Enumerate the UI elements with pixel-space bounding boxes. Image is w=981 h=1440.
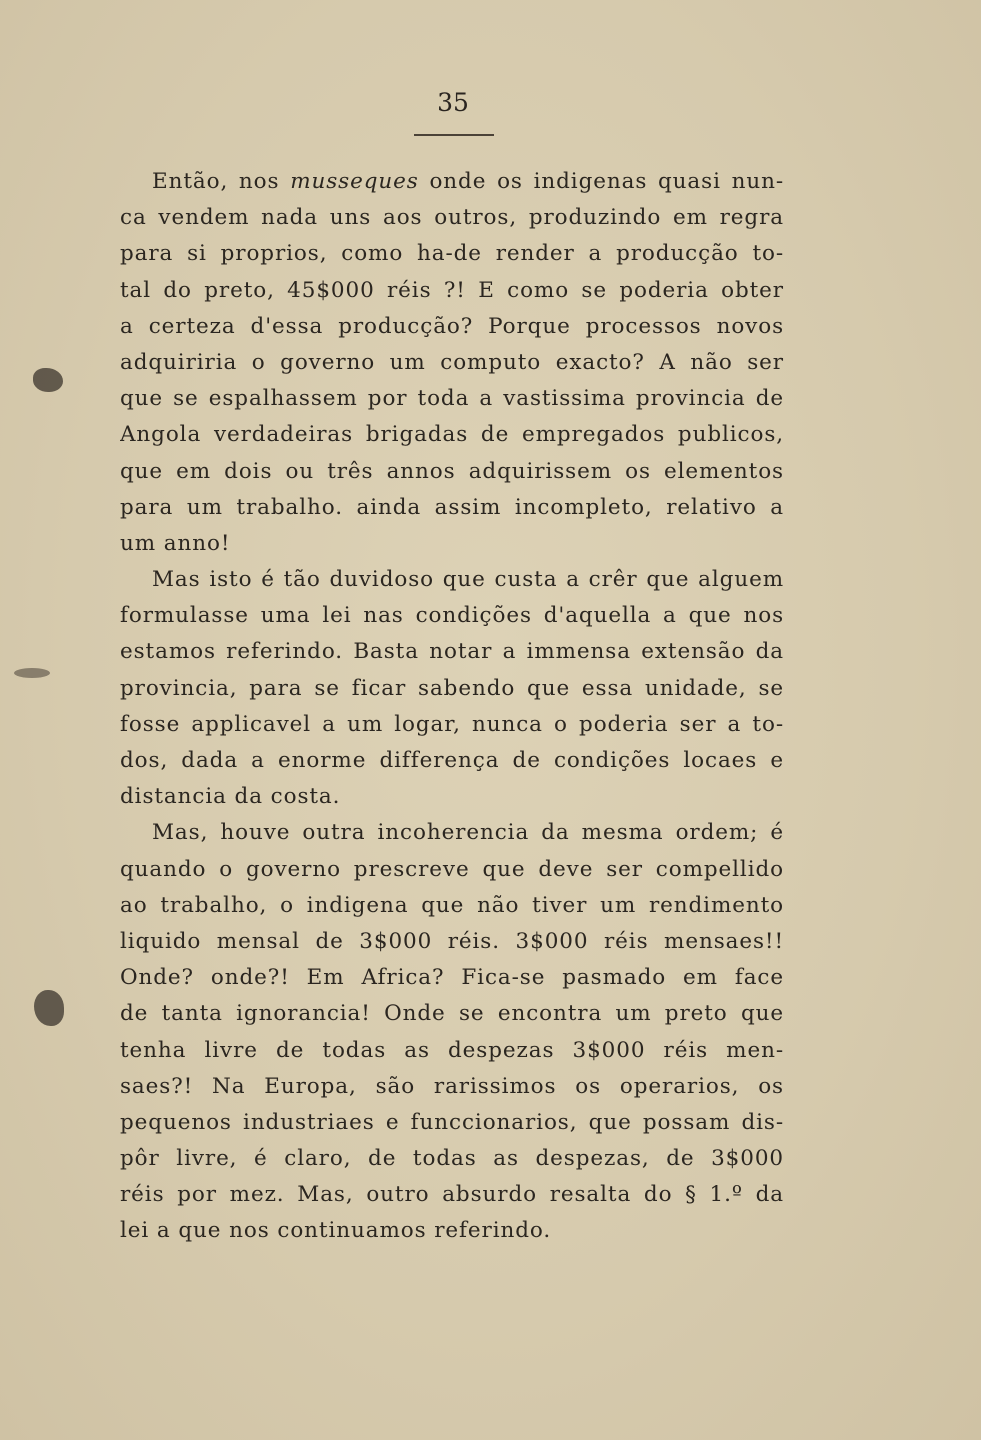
text-line: ca vendem nada uns aos outros, produzindo em regra xyxy=(120,205,784,231)
page-number: 35 xyxy=(437,88,469,117)
text-line: Mas, houve outra incoherencia da mesma ordem; é xyxy=(152,820,784,846)
text-line: réis por mez. Mas, outro absurdo resalta do § 1.º da xyxy=(120,1182,784,1208)
text-line: saes?! Na Europa, são rarissimos os operarios, os xyxy=(120,1073,784,1099)
ink-stain xyxy=(14,668,50,678)
body-text xyxy=(120,164,784,1250)
text-line: tal do preto, 45$000 réis ?! E como se poderia obter xyxy=(120,277,784,303)
text-line: lei a que nos continuamos referindo. xyxy=(120,1218,552,1244)
text-line: para um trabalho. ainda assim incompleto, relativo a xyxy=(120,494,784,520)
italic-term: musseques xyxy=(290,169,419,194)
text-line: pôr livre, é claro, de todas as despezas, de 3$000 xyxy=(120,1146,784,1172)
text-line: fosse applicavel a um logar, nunca o poderia ser a to- xyxy=(120,711,784,737)
text-line: Então, nos musseques onde os indigenas quasi nun- xyxy=(152,169,784,194)
text-line: que em dois ou três annos adquirissem os elementos xyxy=(120,458,784,484)
text-line: estamos referindo. Basta notar a immensa extensão da xyxy=(120,639,784,665)
text-line: ao trabalho, o indigena que não tiver um rendimento xyxy=(120,892,784,918)
text-line: distancia da costa. xyxy=(120,784,341,810)
text-line: dos, dada a enorme differença de condições locaes e xyxy=(120,748,784,773)
text-line: tenha livre de todas as despezas 3$000 réis men- xyxy=(120,1037,784,1063)
text-line: provincia, para se ficar sabendo que essa unidade, se xyxy=(120,675,784,701)
text-line: Mas isto é tão duvidoso que custa a crêr que alguem xyxy=(152,567,784,593)
text-line: quando o governo prescreve que deve ser compellido xyxy=(120,856,784,882)
text-line: pequenos industriaes e funccionarios, que possam dis- xyxy=(120,1109,784,1135)
text-line: que se espalhassem por toda a vastissima provincia de xyxy=(120,386,784,412)
text-line: a certeza d'essa producção? Porque processos novos xyxy=(120,313,784,339)
text-line: para si proprios, como ha-de render a producção to- xyxy=(120,241,784,267)
ink-stain xyxy=(33,368,63,392)
ink-stain xyxy=(34,990,64,1026)
text-line: adquiriria o governo um computo exacto? A não ser xyxy=(120,349,784,375)
text-line: Angola verdadeiras brigadas de empregados publicos, xyxy=(120,422,784,448)
text-line: um anno! xyxy=(120,530,231,556)
text-line: liquido mensal de 3$000 réis. 3$000 réis mensaes!! xyxy=(120,928,784,954)
text-line: de tanta ignorancia! Onde se encontra um preto que xyxy=(120,1001,784,1027)
text-line: Onde? onde?! Em Africa? Fica-se pasmado em face xyxy=(120,965,784,991)
header-rule xyxy=(414,134,494,136)
text-line: formulasse uma lei nas condições d'aquella a que nos xyxy=(120,603,784,629)
